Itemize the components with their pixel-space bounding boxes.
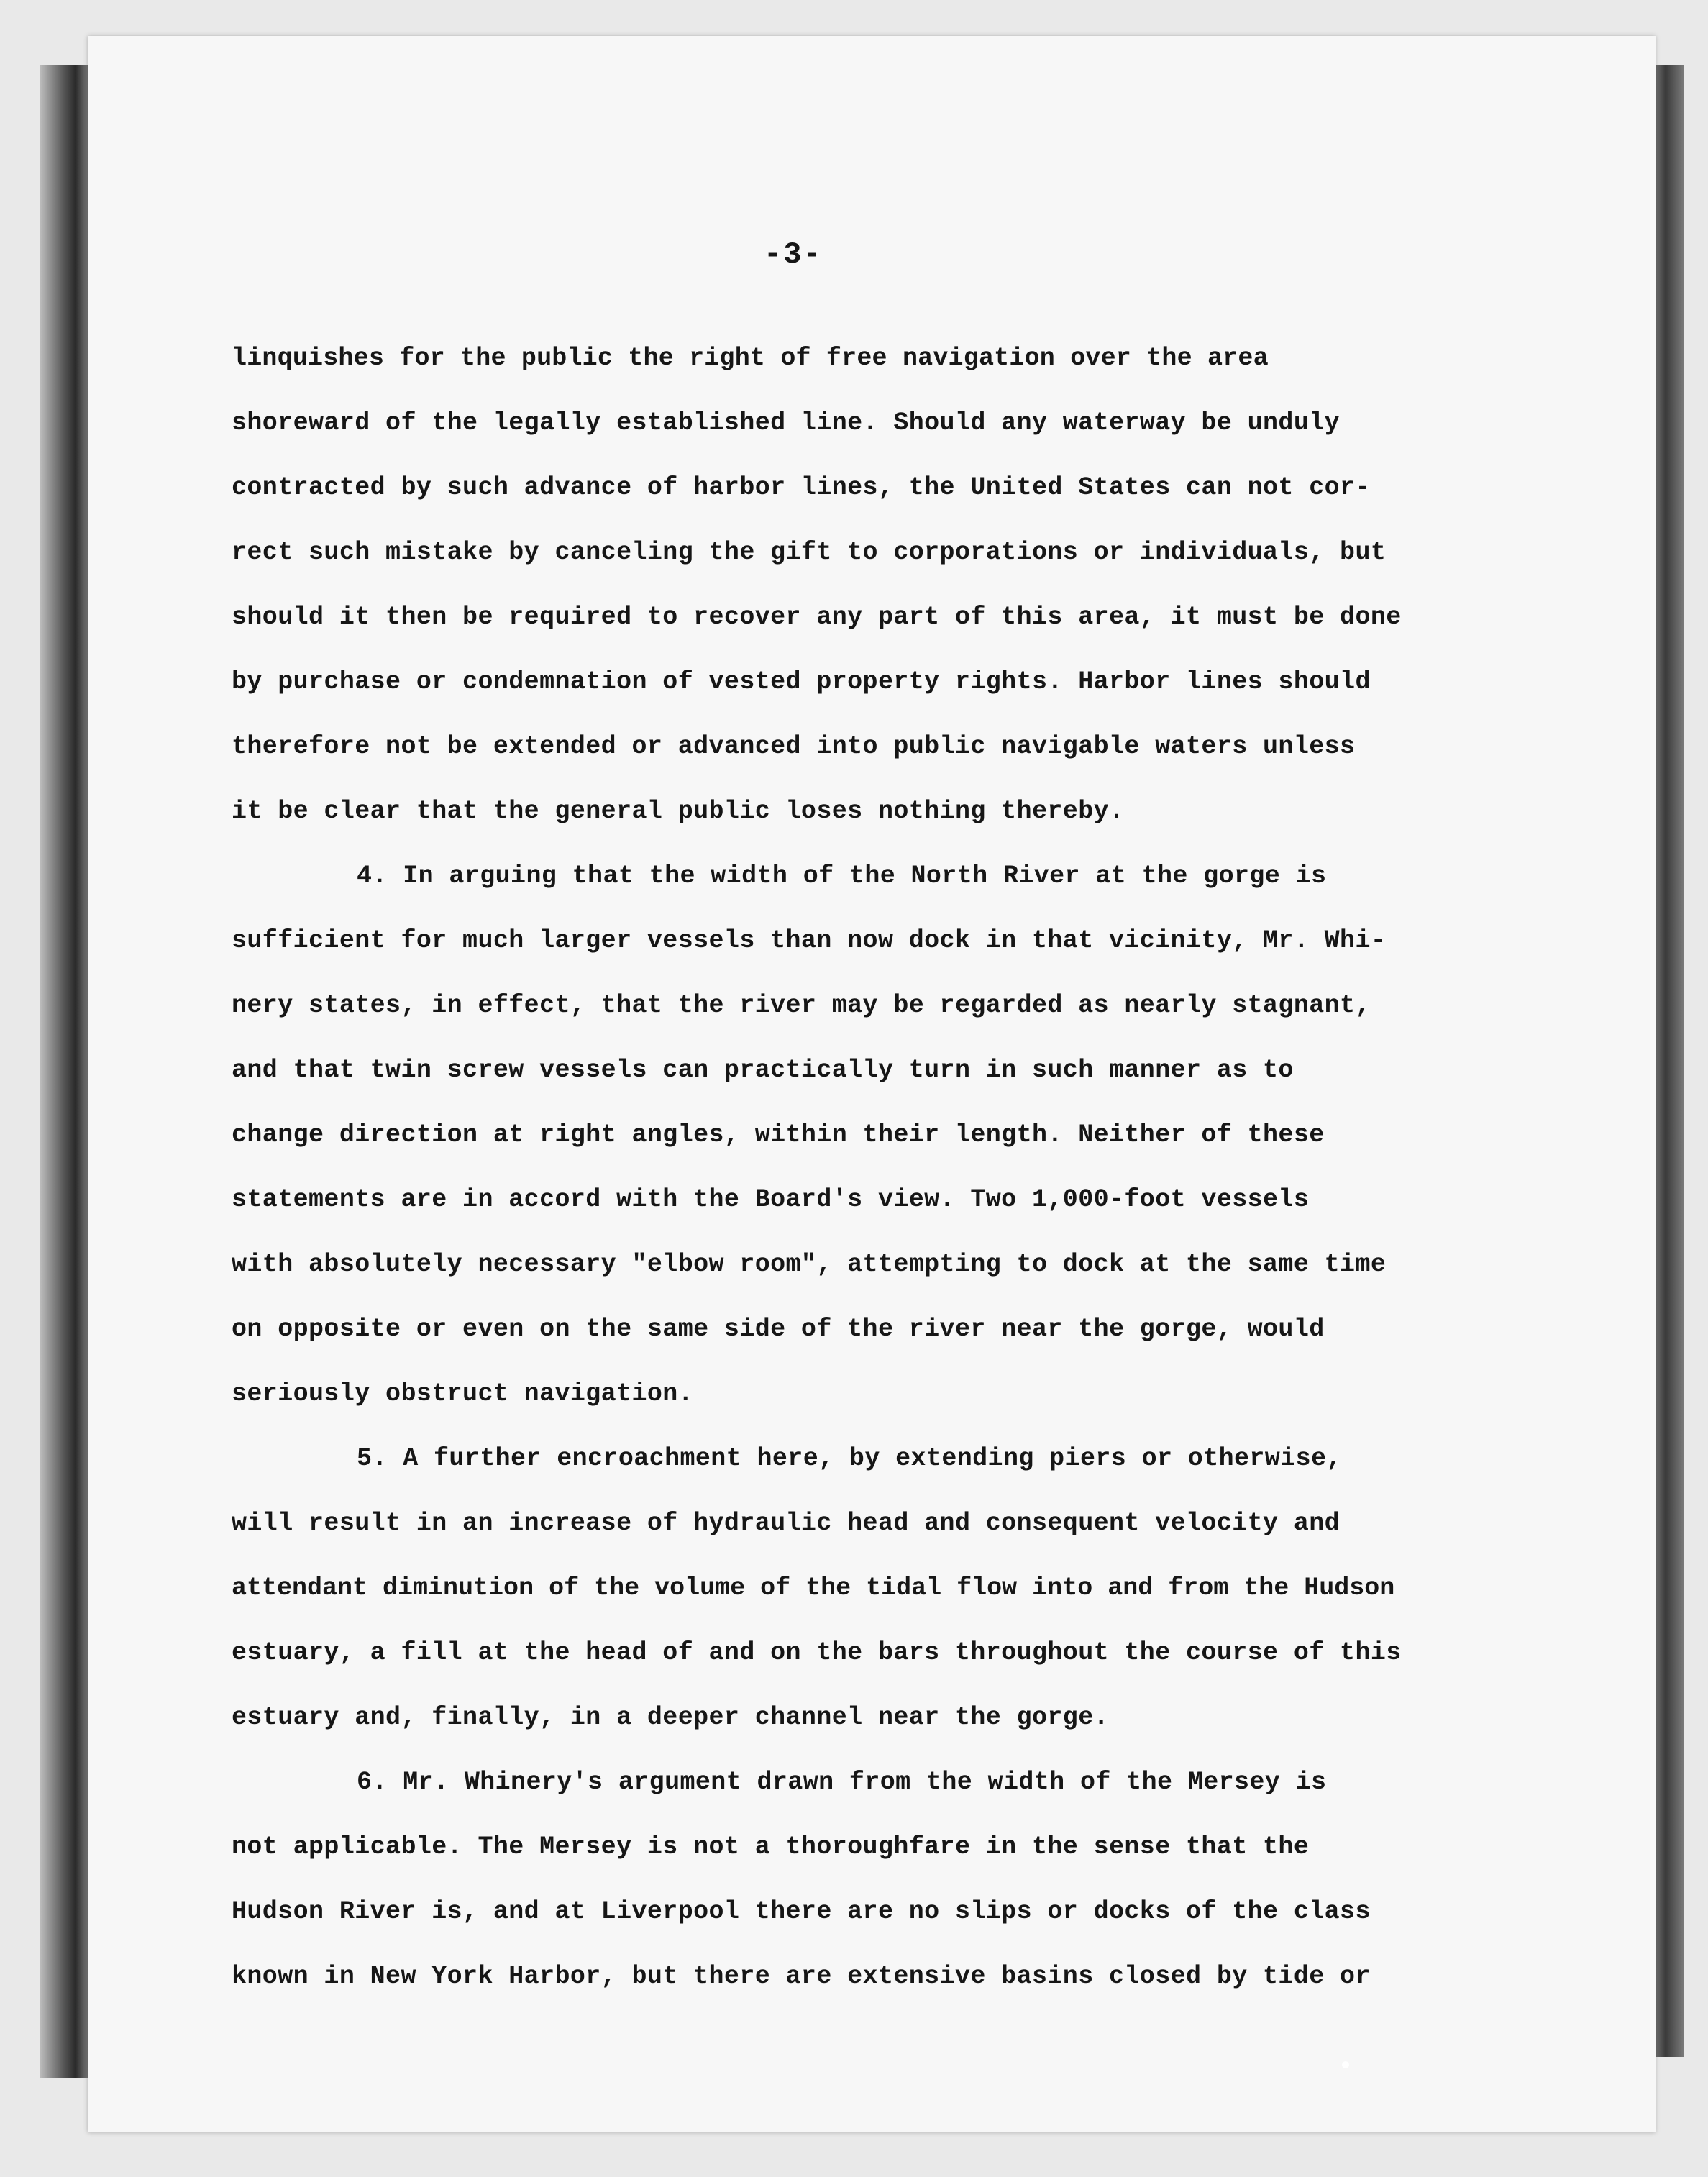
text-line: by purchase or condemnation of vested property rights. Harbor lines should <box>232 667 1371 696</box>
text-line: nery states, in effect, that the river may be regarded as nearly stagnant, <box>232 991 1371 1020</box>
text-line: seriously obstruct navigation. <box>232 1379 694 1408</box>
text-line: it be clear that the general public loses nothing thereby. <box>232 797 1125 826</box>
text-line: and that twin screw vessels can practically turn in such manner as to <box>232 1056 1294 1085</box>
text-line: known in New York Harbor, but there are extensive basins closed by tide or <box>232 1962 1371 1991</box>
text-line: on opposite or even on the same side of the river near the gorge, would <box>232 1315 1325 1343</box>
text-line: estuary and, finally, in a deeper channel near the gorge. <box>232 1703 1109 1732</box>
paragraph-6-first-line: 6. Mr. Whinery's argument drawn from the width of the Mersey is <box>357 1768 1327 1797</box>
text-line: sufficient for much larger vessels than now dock in that vicinity, Mr. Whi- <box>232 926 1387 955</box>
text-line: attendant diminution of the volume of the tidal flow into and from the Hudson <box>232 1574 1395 1602</box>
text-line: shoreward of the legally established line. Should any waterway be unduly <box>232 409 1341 437</box>
text-line: statements are in accord with the Board's view. Two 1,000-foot vessels <box>232 1185 1310 1214</box>
text-line: with absolutely necessary "elbow room", attempting to dock at the same time <box>232 1250 1387 1279</box>
text-line: will result in an increase of hydraulic head and consequent velocity and <box>232 1509 1341 1538</box>
paper-speck <box>1342 2061 1349 2068</box>
text-line: estuary, a fill at the head of and on the bars throughout the course of this <box>232 1638 1402 1667</box>
text-line: change direction at right angles, within their length. Neither of these <box>232 1121 1325 1149</box>
text-line: therefore not be extended or advanced into public navigable waters unless <box>232 732 1356 761</box>
text-line: should it then be required to recover any part of this area, it must be done <box>232 603 1402 631</box>
text-line: linquishes for the public the right of free navigation over the area <box>232 344 1269 373</box>
text-line: rect such mistake by canceling the gift to corporations or individuals, but <box>232 538 1387 567</box>
page-left-shadow <box>40 65 91 2078</box>
text-line: Hudson River is, and at Liverpool there are no slips or docks of the class <box>232 1897 1371 1926</box>
text-line: contracted by such advance of harbor lines, the United States can not cor- <box>232 473 1371 502</box>
paragraph-4-first-line: 4. In arguing that the width of the North River at the gorge is <box>357 862 1327 890</box>
paragraph-5-first-line: 5. A further encroachment here, by extending piers or otherwise, <box>357 1444 1342 1473</box>
text-line: not applicable. The Mersey is not a thoroughfare in the sense that the <box>232 1833 1310 1861</box>
page-number: -3- <box>764 237 823 272</box>
